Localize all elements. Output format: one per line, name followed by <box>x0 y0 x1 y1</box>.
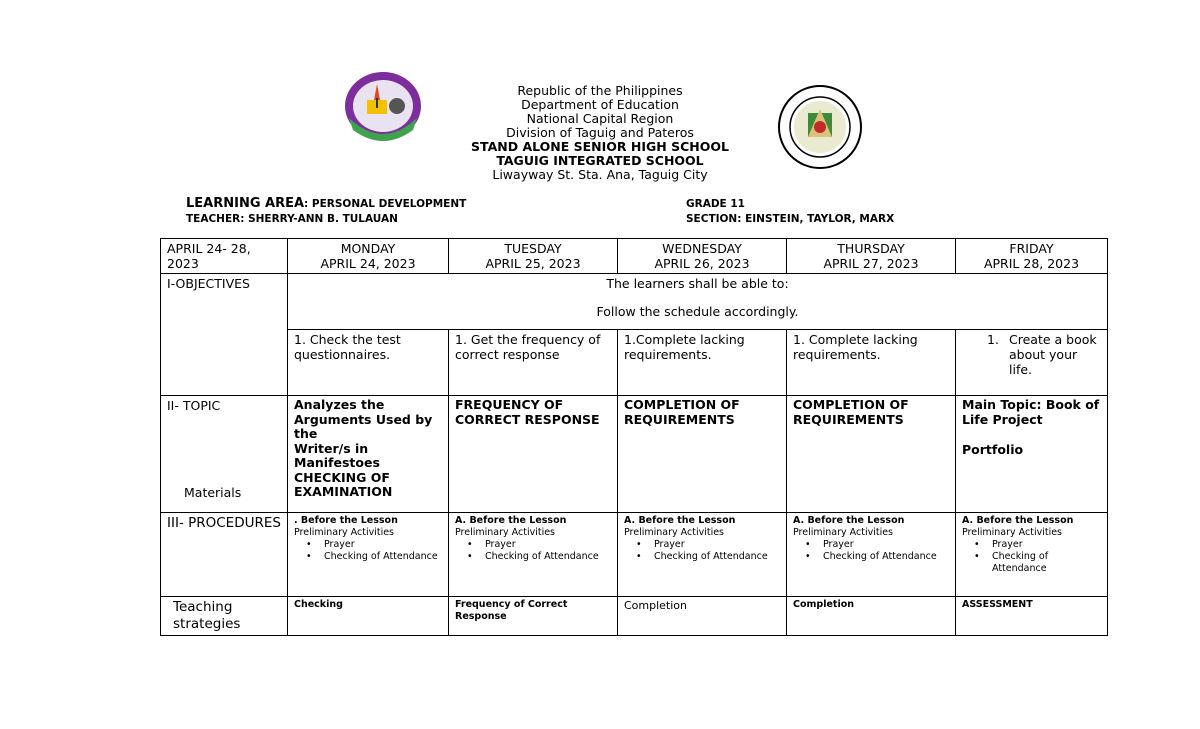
day-tuesday: TUESDAY APRIL 25, 2023 <box>449 239 618 274</box>
learning-area-value: : PERSONAL DEVELOPMENT <box>304 198 467 210</box>
school-name-1: STAND ALONE SENIOR HIGH SCHOOL <box>471 139 729 154</box>
materials-label: Materials <box>184 485 242 500</box>
procedures-label: III- PROCEDURES <box>161 513 288 597</box>
info-right <box>686 197 894 227</box>
info-left <box>186 196 466 227</box>
strategy-wednesday: Completion <box>618 597 787 636</box>
topic-label-cell <box>161 396 288 513</box>
school-name-2: TAGUIG INTEGRATED SCHOOL <box>496 153 704 168</box>
procedure-tuesday: A. Before the Lesson Preliminary Activities • Prayer • Checking of Attendance <box>449 513 618 597</box>
topic-tuesday: FREQUENCY OF CORRECT RESPONSE <box>449 396 618 513</box>
procedure-friday: A. Before the Lesson Preliminary Activities • Prayer • Checking of Attendance <box>956 513 1108 597</box>
objective-monday: 1. Check the test questionnaires. <box>288 330 449 396</box>
day-monday: MONDAY APRIL 24, 2023 <box>288 239 449 274</box>
objectives-label: I-OBJECTIVES <box>161 274 288 396</box>
procedure-thursday: A. Before the Lesson Preliminary Activities • Prayer • Checking of Attendance <box>787 513 956 597</box>
region-line: National Capital Region <box>526 111 674 126</box>
objective-thursday: 1. Complete lacking requirements. <box>787 330 956 396</box>
topic-row <box>161 396 1108 513</box>
deped-line: Department of Education <box>521 97 679 112</box>
topic-thursday: COMPLETION OF REQUIREMENTS <box>787 396 956 513</box>
procedures-row <box>161 513 1108 597</box>
grade-level: GRADE 11 <box>686 198 745 210</box>
strategy-thursday: Completion <box>787 597 956 636</box>
school-address: Liwayway St. Sta. Ana, Taguig City <box>492 167 708 182</box>
republic-line: Republic of the Philippines <box>517 83 683 98</box>
strategy-friday: ASSESSMENT <box>956 597 1108 636</box>
day-friday: FRIDAY APRIL 28, 2023 <box>956 239 1108 274</box>
strategies-row <box>161 597 1108 636</box>
topic-wednesday: COMPLETION OF REQUIREMENTS <box>618 396 787 513</box>
topic-friday: Main Topic: Book of Life Project Portfolio <box>956 396 1108 513</box>
strategy-tuesday: Frequency of Correct Response <box>449 597 618 636</box>
division-line: Division of Taguig and Pateros <box>506 125 694 140</box>
objective-wednesday: 1.Complete lacking requirements. <box>618 330 787 396</box>
lesson-plan-table <box>160 238 1108 636</box>
procedure-wednesday: A. Before the Lesson Preliminary Activities • Prayer • Checking of Attendance <box>618 513 787 597</box>
strategies-label: Teaching strategies <box>161 597 288 636</box>
section-names: SECTION: EINSTEIN, TAYLOR, MARX <box>686 213 895 225</box>
objectives-general: The learners shall be able to: Follow the schedule accordingly. <box>288 274 1108 330</box>
objectives-row <box>161 274 1108 330</box>
date-range: APRIL 24- 28, 2023 <box>161 239 288 274</box>
procedure-monday: . Before the Lesson Preliminary Activities • Prayer • Checking of Attendance <box>288 513 449 597</box>
learning-area-label: LEARNING AREA <box>186 196 305 211</box>
strategy-monday: Checking <box>288 597 449 636</box>
topic-label: II- TOPIC <box>167 398 221 413</box>
objective-friday: 1. Create a book about your life. <box>956 330 1108 396</box>
division-seal <box>778 85 862 169</box>
topic-monday: Analyzes the Arguments Used by the Writer/s in Manifestoes CHECKING OF EXAMINATION <box>288 396 449 513</box>
objective-tuesday: 1. Get the frequency of correct response <box>449 330 618 396</box>
school-logo <box>343 70 423 142</box>
table-header-row <box>161 239 1108 274</box>
day-thursday: THURSDAY APRIL 27, 2023 <box>787 239 956 274</box>
teacher-name: TEACHER: SHERRY-ANN B. TULAUAN <box>186 213 398 225</box>
day-wednesday: WEDNESDAY APRIL 26, 2023 <box>618 239 787 274</box>
objectives-detail-row <box>161 330 1108 396</box>
letterhead <box>420 84 780 182</box>
